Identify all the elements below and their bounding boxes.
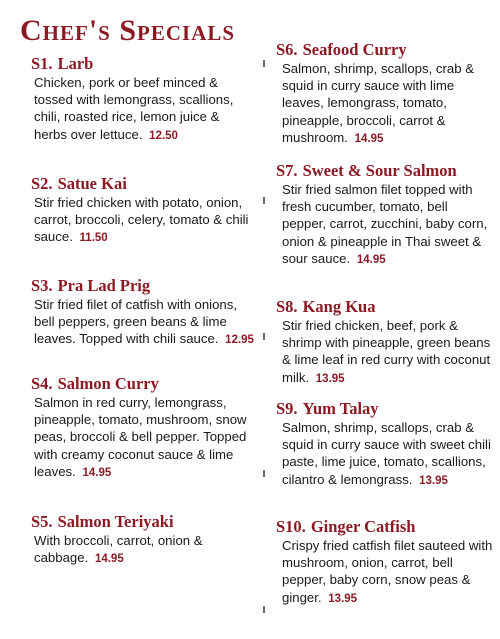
divider-tick [263, 60, 265, 67]
item-title [31, 276, 256, 296]
item-title [276, 297, 494, 317]
item-title [31, 512, 256, 532]
item-name: Ginger Catfish [310, 517, 416, 536]
menu-item-s2 [31, 174, 256, 276]
item-name: Larb [57, 54, 94, 73]
divider-tick [263, 333, 265, 340]
item-desc-text: Stir fried salmon filet topped with fresh cucumber, tomato, bell pepper, carrot, zucchini, baby corn, onion & pineapple in Thai sweet & sour sauce. [282, 182, 488, 266]
item-description [34, 296, 256, 350]
item-description [282, 317, 494, 388]
menu-item-s5 [31, 512, 256, 568]
item-desc-text: Salmon, shrimp, scallops, crab & squid in curry sauce with lime leaves, lemongrass, tomato, pineapple, broccoli, carrot & mushroom. [282, 61, 475, 145]
menu-item-s10 [276, 517, 494, 608]
item-price: 14.95 [94, 553, 124, 566]
item-title [276, 161, 494, 181]
item-code: S1. [31, 54, 53, 73]
menu-item-s1 [31, 54, 256, 174]
item-name: Pra Lad Prig [57, 276, 151, 295]
item-title [276, 517, 494, 537]
item-desc-text: With broccoli, carrot, onion & cabbage. [34, 533, 203, 566]
page-title: Chef's Specials [20, 14, 236, 47]
item-title [276, 399, 494, 419]
item-name: Kang Kua [302, 297, 376, 316]
item-price: 14.95 [354, 132, 384, 145]
item-code: S2. [31, 174, 53, 193]
item-title [31, 54, 256, 74]
item-price: 12.50 [149, 129, 178, 142]
item-description [282, 419, 494, 490]
item-price: 14.95 [82, 466, 112, 479]
item-name: Salmon Teriyaki [57, 512, 174, 531]
item-price: 13.95 [419, 474, 448, 487]
specials-column-right [276, 40, 494, 608]
item-code: S8. [276, 297, 298, 316]
item-code: S5. [31, 512, 53, 531]
divider-tick [263, 470, 265, 477]
item-description [282, 537, 494, 608]
divider-tick [263, 197, 265, 204]
item-description [282, 60, 494, 148]
item-name: Salmon Curry [57, 374, 159, 393]
item-description [34, 74, 256, 145]
item-description [34, 394, 256, 482]
item-code: S3. [31, 276, 53, 295]
item-desc-text: Stir fried chicken, beef, pork & shrimp with pineapple, green beans & lime leaf in red curry with coconut milk. [282, 318, 491, 385]
menu-item-s4 [31, 374, 256, 512]
item-price: 12.95 [225, 334, 254, 347]
item-name: Seafood Curry [302, 40, 407, 59]
item-price: 13.95 [328, 592, 358, 605]
item-price: 14.95 [356, 253, 386, 266]
item-description [34, 194, 256, 248]
menu-item-s9 [276, 399, 494, 517]
item-title [276, 40, 494, 60]
item-desc-text: Salmon in red curry, lemongrass, pineapple, tomato, mushroom, snow peas, broccoli & bell pepper. Topped with creamy coconut sauce & lime leaves. [34, 395, 247, 479]
item-desc-text: Crispy fried catfish filet sauteed with mushroom, onion, carrot, bell pepper, baby corn, snow peas & ginger. [282, 538, 493, 605]
menu-item-s3 [31, 276, 256, 374]
item-name: Yum Talay [302, 399, 379, 418]
item-title [31, 374, 256, 394]
menu-item-s7 [276, 161, 494, 297]
menu-item-s6 [276, 40, 494, 161]
item-name: Satue Kai [57, 174, 127, 193]
item-desc-text: Stir fried filet of catfish with onions, bell peppers, green beans & lime leaves. Topped with chili sauce. [34, 297, 238, 347]
item-name: Sweet & Sour Salmon [302, 161, 457, 180]
item-code: S7. [276, 161, 298, 180]
item-desc-text: Chicken, pork or beef minced & tossed with lemongrass, scallions, chili, roasted rice, lemon juice & herbs over lettuce. [34, 75, 234, 142]
divider-tick [263, 606, 265, 613]
item-description [34, 532, 256, 568]
item-code: S4. [31, 374, 53, 393]
item-code: S6. [276, 40, 298, 59]
specials-column-left [31, 54, 256, 568]
item-code: S9. [276, 399, 298, 418]
item-description [282, 181, 494, 269]
item-price: 11.50 [79, 232, 108, 245]
item-price: 13.95 [315, 372, 345, 385]
menu-item-s8 [276, 297, 494, 399]
item-desc-text: Salmon, shrimp, scallops, crab & squid in curry sauce with sweet chili paste, lime juice, tomato, scallions, cilantro & lemongrass. [282, 420, 491, 487]
item-title [31, 174, 256, 194]
item-code: S10. [276, 517, 306, 536]
item-desc-text: Stir fried chicken with potato, onion, carrot, broccoli, celery, tomato & chili sauce. [34, 195, 249, 245]
